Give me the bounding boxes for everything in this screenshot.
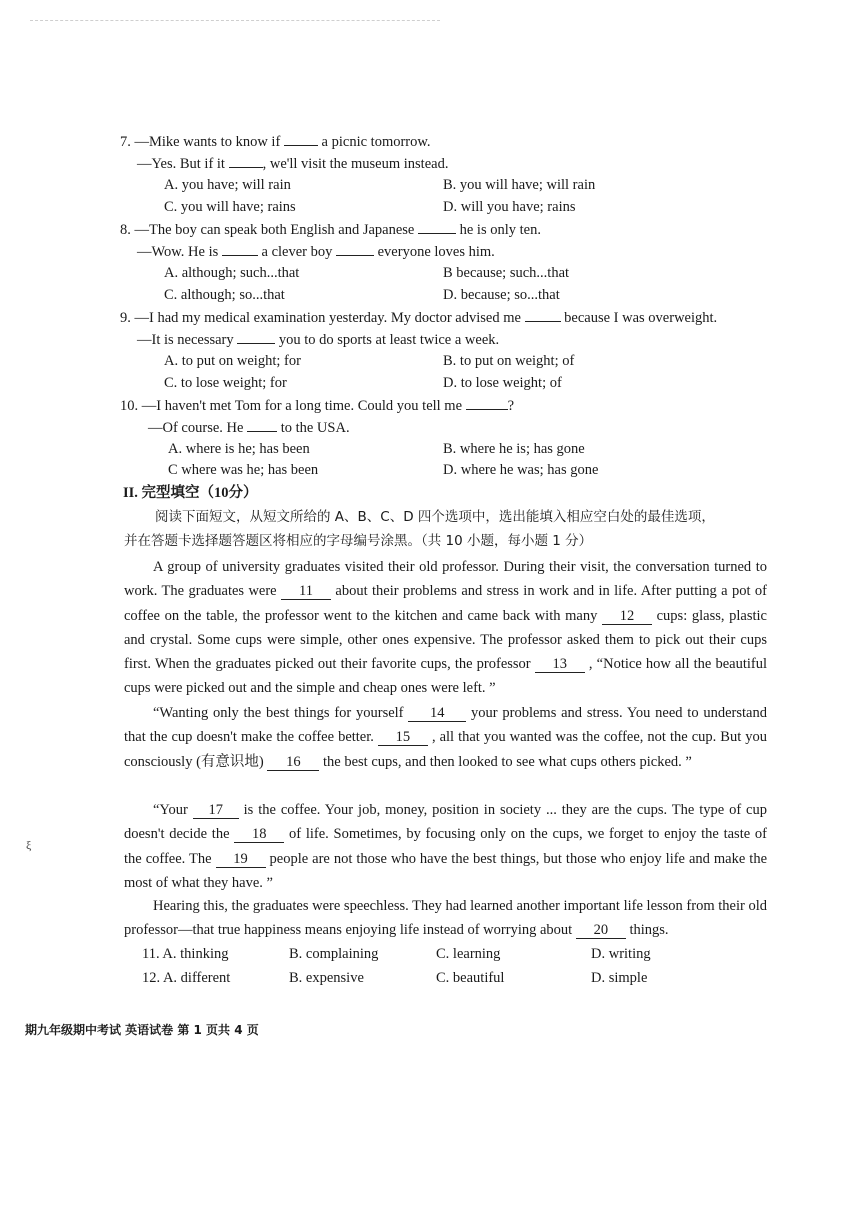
- question-text: everyone loves him.: [377, 244, 495, 260]
- question-text: a clever boy: [261, 244, 333, 260]
- answer-blank: [237, 329, 275, 344]
- passage-text: is the coffee. Your job, money, position in society ... they are the cups. The type of cup doesn't decide the: [124, 802, 767, 843]
- question-text: —Of course. He: [148, 420, 244, 436]
- option-12d: D. simple: [591, 970, 648, 986]
- passage-paragraph-3: [124, 798, 767, 895]
- question-7-reply: [137, 153, 448, 174]
- option-8d: D. because; so...that: [443, 287, 560, 303]
- answer-blank: [525, 307, 561, 322]
- blank-number: 12: [602, 608, 652, 625]
- question-text: because I was overweight.: [564, 310, 718, 326]
- question-text: to the USA.: [280, 420, 350, 436]
- question-text: ?: [507, 398, 515, 414]
- question-text: 7. —Mike wants to know if: [120, 134, 281, 150]
- blank-number: 20: [576, 922, 626, 939]
- passage-text: people are not those who have the best things, but those who enjoy life and make the most of what they have. ”: [124, 850, 768, 891]
- option-8c: C. although; so...that: [164, 287, 285, 303]
- option-10d: D. where he was; has gone: [443, 462, 599, 478]
- question-9-stem: [120, 307, 717, 328]
- option-10c: C where was he; has been: [168, 462, 319, 478]
- question-text: 8. —The boy can speak both English and Japanese: [120, 222, 415, 238]
- question-text: 10. —I haven't met Tom for a long time. Could you tell me: [120, 398, 463, 414]
- passage-text: A group of university graduates visited their old professor. During their visit, the conversation turned to work. The graduates were: [124, 559, 767, 600]
- passage-text: cups: glass, plastic and crystal. Some cups were simple, other ones expensive. The professor asked them to pick out their cups first. When the graduates picked out their favorite cups, the professor: [124, 607, 767, 673]
- passage-paragraph-4: [124, 894, 767, 943]
- question-7-stem: [120, 131, 431, 152]
- question-text: he is only ten.: [459, 222, 541, 238]
- passage-text: the best cups, and then looked to see what cups others picked. ”: [319, 753, 692, 770]
- answer-blank: [418, 219, 456, 234]
- question-8-reply: [137, 241, 495, 262]
- option-7a: A. you have; will rain: [164, 177, 291, 193]
- blank-number: 17: [193, 802, 239, 819]
- option-12b: B. expensive: [289, 970, 364, 986]
- question-text: —Wow. He is: [137, 244, 219, 260]
- option-8b: B because; such...that: [443, 265, 570, 281]
- option-7d: D. will you have; rains: [443, 199, 576, 215]
- passage-paragraph-2: [124, 701, 767, 774]
- question-8-stem: [120, 219, 541, 240]
- question-text: , we'll visit the museum instead.: [262, 156, 449, 172]
- blank-number: 18: [234, 826, 284, 843]
- question-10-reply: [148, 417, 350, 438]
- margin-mark: ξ: [26, 838, 32, 852]
- question-10-stem: [120, 395, 514, 416]
- blank-number: 14: [408, 705, 466, 722]
- option-11d: D. writing: [591, 946, 651, 962]
- scan-edge-line: [30, 20, 440, 21]
- option-11c: C. learning: [436, 946, 501, 962]
- passage-text: things.: [625, 922, 669, 939]
- blank-number: 13: [535, 656, 585, 673]
- passage-text: of life. Sometimes, by focusing only on the cups, we forget to enjoy the taste of the coffee. The: [124, 826, 767, 867]
- passage-text: Hearing this, the graduates were speechless. They had learned another important life lesson from their old professor—that true happiness means enjoying life instead of worrying about: [124, 898, 767, 939]
- option-7b: B. you will have; will rain: [443, 177, 596, 193]
- option-9a: A. to put on weight; for: [164, 353, 301, 369]
- passage-paragraph-1: [124, 555, 767, 701]
- option-10a: A. where is he; has been: [168, 441, 310, 457]
- passage-text: your problems and stress. You need to understand that the cup doesn't make the coffee better.: [124, 705, 767, 746]
- blank-number: 16: [267, 754, 319, 771]
- section-instruction-line2: 并在答题卡选择题答题区将相应的字母编号涂黑。（共 10 小题，每小题 1 分）: [124, 533, 593, 549]
- passage-text: “Wanting only the best things for yourself: [153, 705, 409, 721]
- blank-number: 11: [281, 583, 331, 600]
- blank-number: 19: [216, 851, 266, 868]
- passage-text: , “Notice how all the beautiful cups were picked out and the simple and cheap ones were left. ”: [124, 656, 767, 697]
- option-9d: D. to lose weight; of: [443, 375, 562, 391]
- answer-blank: [247, 417, 277, 432]
- option-11a: 11. A. thinking: [142, 946, 229, 962]
- answer-blank: [229, 153, 263, 168]
- passage-text: about their problems and stress in work and in life. After putting a pot of coffee on the table, the professor went to the kitchen and came back with many: [124, 583, 767, 624]
- answer-blank: [466, 395, 508, 410]
- passage-text: “Your: [153, 802, 193, 818]
- answer-blank: [284, 131, 318, 146]
- passage-text: , all that you wanted was the coffee, not the cup. But you consciously (有意识地): [124, 729, 768, 770]
- blank-number: 15: [378, 729, 428, 746]
- page-footer: 期九年级期中考试 英语试卷 第 1 页共 4 页: [25, 1023, 259, 1037]
- question-text: —It is necessary: [137, 332, 234, 348]
- section-instruction-line1: 阅读下面短文，从短文所给的 A、B、C、D 四个选项中，选出能填入相应空白处的最佳选项，: [155, 509, 715, 525]
- question-9-reply: [137, 329, 499, 350]
- question-text: 9. —I had my medical examination yesterday. My doctor advised me: [120, 310, 521, 326]
- question-text: you to do sports at least twice a week.: [278, 332, 500, 348]
- option-8a: A. although; such...that: [164, 265, 300, 281]
- option-9c: C. to lose weight; for: [164, 375, 287, 391]
- answer-blank: [336, 241, 374, 256]
- option-9b: B. to put on weight; of: [443, 353, 575, 369]
- option-11b: B. complaining: [289, 946, 379, 962]
- option-12c: C. beautiful: [436, 970, 505, 986]
- option-10b: B. where he is; has gone: [443, 441, 585, 457]
- question-text: —Yes. But if it: [137, 156, 225, 172]
- answer-blank: [222, 241, 258, 256]
- option-12a: 12. A. different: [142, 970, 231, 986]
- option-7c: C. you will have; rains: [164, 199, 296, 215]
- question-text: a picnic tomorrow.: [321, 134, 431, 150]
- section-heading: II. 完型填空（10分）: [123, 485, 258, 501]
